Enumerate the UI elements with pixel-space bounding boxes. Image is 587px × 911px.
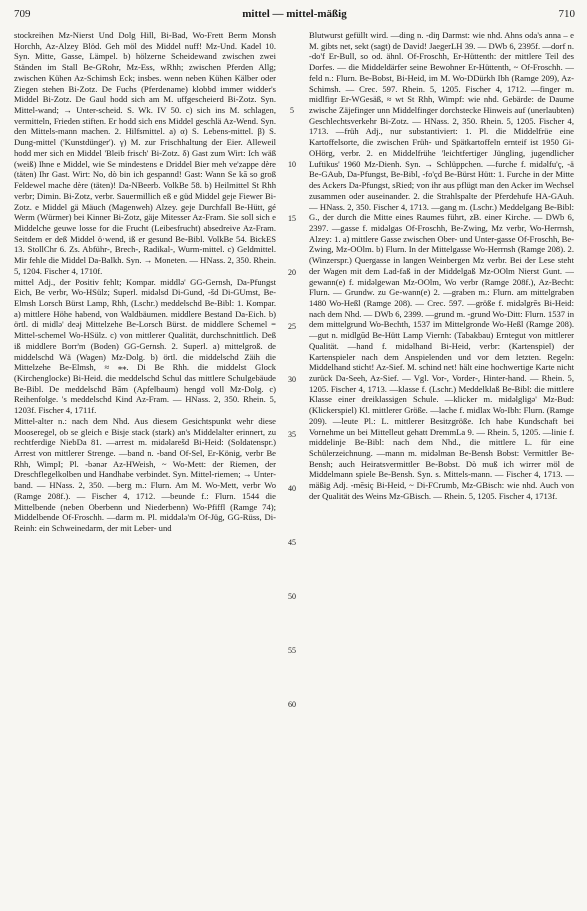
page-header (14, 8, 575, 22)
left-column (14, 30, 276, 906)
line-number: 5 (290, 106, 294, 115)
page-number-left: 709 (14, 8, 31, 20)
right-column (309, 30, 574, 906)
entry-paragraph: Blutwurst gefüllt wird. —ding n. -diŋ Darmst: wie nhd. Ahns oda's anna – e M. gibts net, sekt (sagt) de David! JaegerLH 39. — DWb 6, 2395f. —dorf n. -do'f Er-Bull, so od. ähnl. Of-Froschh, Er-Hüttenth: der mittlere Teil des Dorfes. — die Middeldärfer seine Bewohner Er-Hüttenth, ~ Of-Froschh. —feld n.: Flurn. Be-Bobst, Bi-Heid, im M. Wo-DDürkh Ibh (Ramge 209), Az-Schimsh. — Crec. 597. Rhein. 5, 1205. Fischer 4, 1712. —finger m. midlfiŋr Er-WGesäß, ≈ wt St Rhh, Wimpf: wie nhd. Gebärde: de Daume zwische Zäjefinger unn Middelfinger dorchstecke Hinweis auf (unerlaubten) Geschlechtsverkehr Bi-Zotz. — HNass. 2, 350. Rhein. 5, 1205. Fischer 4, 1713. —früh Adj., nur substantiviert: 1. Pl. die Middelfrüe eine Kartoffelsorte, die zwischen Früh- und Spätkartoffeln ernteif ist 1950 Gi-OHörg, verbr. 2. en Middelfrühe 'leichtfertiger Jüngling, jugendlicher Luftikus' 1960 Mz-Dienh. Syn. → Schlüppchen. —furche f. midəlfu'ç, -ä Be-GAub, Da-Pfungst, Be-Bibl, -fo'çd Be-Bürst Hütt: 1. Furche in der Mitte des Ackers Da-Pfungst, sRied; von ihr aus pflügt man den Acker im Wechsel zusammen oder auseinander. 2. die Strahlspalte der Pferdehufe HA-GAuh. — HNass. 2, 350. Fischer 4, 1713. —gang m. (Lschr.) Meddelgang Be-Bibl: G., der durch die Mitte eines Raumes führt, zB. einer Kirche. — DWb 6, 2397. —gasse f. midəlgas Of-Froschh, Be-Zwing, Mz verbr, Wo-Herrnsh, Alzey: 1. a) mittlere Gasse zwischen Ober- und Unter-gasse Of-Froschh, Be-Zwing, Mz-OOlm. b) Flurn. In der Mittelgasse Wo-Herrnsh (Ramge 208). 2. (Winzerspr.) Quergasse in langen Weinbergen Mz verbr. Bei der Lese steht der Wagen mit dem Lad-faß in der Middelgaß Mz-OOlm Nierst Gunt. —gewann(e) f. midəlgewan Mz-OOlm, Wo verbr (Ramge 208f.), Az-Becht: Flurn. — Grundw. zu Ge-wann(e) 2. —graben m.: Flurn. am mittelgraben 1480 Wo-Heßl (Ramge 208). — Crec. 597. —größe f. midəlgrēs Bi-Heid: nach dem Nhd. — DWb 6, 2399. —grund m. -grund Wo-Ditt: Flurn. 1537 in dem mittelgrund Wo-Bechth, 1537 im Mittelgronde Wo-Heßl (Ramge 208). —gut n. midlgūd Be-Hütt Lamp Viernh: (Tabakbau) Erntegut von mittlerer Qualität. —hand f. midəlhand Bi-Heid, verbr: (Kartenspiel) der Kartenspieler nach dem Anspielenden und vor dem letzten. Regeln: Middelhand sticht! Az-Sief. M. schind net! hält eine hochwertige Karte nicht zurück Da-Seeh, Az-Sief. — Vgl. Vor-, Vorder-, Hinter-hand. — Rhein. 5, 1205. Fischer 4, 1713. —klasse f. (Lschr.) Meddelklaß Be-Bibl: die mittlere Klasse einer dreiklassigen Schule. —klicker m. midəlgligə' Mz-Bud: (Klickerspiel) Kl. mittlerer Größe. —lache f. midlax Wo-Ibh: Flurn. (Ramge 209). —leute Pl.: L. mittlerer Besitzgröße. Ich habe Kundschaft bei Vornehme un bei Mittelleut gehatt DremmLa 9. — Rhein. 5, 1205. —linie f. middelinje Be-Bibl: nach dem Nhd., die mittlere L. für eine Schülerzeichnung. —mann m. midəlman Be-Bensh Bobst: Vermittler Be-Bensh; auch Heiratsvermittler Be-Bobst. Dò muß ich wirrer möl de Middelmann spiele Be-Bensh. Syn. s. Mittels-mann. — Fischer 4, 1713. —mäßig Adj. -mēsiç Bi-Heid, ~ Di-FCrumb, Mz-GBisch: wie nhd. Auch von der Qualität des Weins Mz-GBisch. — Rhein. 5, 1205. Fischer 4, 1713f. (309, 30, 574, 501)
running-headword: mittel — mittel-mäßig (242, 8, 347, 20)
line-number: 50 (288, 592, 296, 601)
line-number: 25 (288, 322, 296, 331)
line-number: 20 (288, 268, 296, 277)
line-number: 30 (288, 375, 296, 384)
line-number: 60 (288, 700, 296, 709)
line-number: 35 (288, 430, 296, 439)
entry-paragraph: stockreihen Mz-Nierst Und Dolg Hill, Bi-Bad, Wo-Frett Berm Monsh Horchh, Az-Alzey Blöd. Geh möl des Middel nuff! Mz-Und. Kadel 10. Syn. Mitte, Gasse, Lämpel. b) hölzerne Scheidewand zwischen zwei Ständen im Stall Be-GRohr, Mz-Ess, wRhh; zwischen Pferden Allg; zwischen Kühen Az-Schimsh Eck; insbes. wenn neben Kühen Kälber oder Ziegen stehen Bi-Zotz. De Fuchs (Pferdename) klobbd immer widder's Middel Bi-Zotz. De Gaul hodd sich am M. uffgescheierd Bi-Zotz. Syn. Mittel-wand; → Unter-scheid. S. Wk. IV 50. c) sich ins M. schlagen, vermitteln, Frieden stiften. Er hodd sich ens Middel geschlä Az-Wend. Syn. den Mittels-mann machen. 2. Hilfsmittel. a) α) S. Lebens-mittel. β) S. Dung-mittel ('Kunstdünger'). γ) M. zur Frischhaltung der Eier. Alleweil hodd mer sich en Middel 'Bleib frisch' Bi-Zotz. δ) Gast zum Wirt: Ich wäß (weiß) Ihne e Middel, wie Se mindestens e Driddel Bier meh ve'zappe dère (täten) Ihr Gast. Wirt: No, dò bin ich gespannd! Gast: Wann Se kā so groß Feldewel mache dère (täten)! Da-NBeerb. VolkBe 58. b) Heilmittel St Rhh verbr; Dimin. Bi-Zotz, verbr. Sauermillich eß e güd Middel geje Fiewer Bi-Zotz. e Middel gä Mäuch (Magenweh) Alzey. geje Durchfall Be-Hütt, gé Werm (Würmer) bei Kinner Bi-Zotz, gäje Mitesser Az-Fram. Sie soll sich e Middelche geuwe losse for die Frucht (Leibesfrucht) absedreive Az-Fram. Seitdem er deß Middel ö·wend, iß er gesund Be-Bibl. VolkBe 54. BickES 13. StollChr 6. Zs. Abführ-, Brech-, Radikal-, Wurm-mittel. c) Geldmittel. Mir fehle die Middel Da-Balkh. Syn. → Moneten. — HNass. 2, 350. Rhein. 5, 1204. Fischer 4, 1710f. (14, 30, 276, 276)
page-number-right: 710 (558, 8, 575, 20)
line-number: 55 (288, 646, 296, 655)
line-number: 45 (288, 538, 296, 547)
line-number: 15 (288, 214, 296, 223)
entry-paragraph: Mittel-alter n.: nach dem Nhd. Aus diesem Gesichtspunkt wehr diese Mooseregel, ob se gleich e Bisje stack (stark) an's Middelalter erinnert, zu rechtferdige NiebDa 81. —arrest m. midəlarešd Bi-Heid: (Soldatenspr.) Arrest von mittlerer Strenge. —band n. -band Of-Sel, Er-König, verbr Be Rhh, WimpI; Pl. -bənər Az-HWeish, ~ Wo-Mett: der Riemen, der Dreschflegelkolben und Handhabe verbindet. Syn. Mittel-riemen; → Unter-band. — HNass. 2, 350. —berg m.: Flurn. Am M. Wo-Mett, verbr Wo (Ramge 208f.). — Fischer 4, 1712. —beunde f.: Flurn. 1544 die Mittelbende (neben Oberbenn und Niederbenn) Wo-Pfiffl (Ramge 74); Middelbende Of-Froschh. —darm m. Pl. middələ'm Of-Jüg, GG-Rüss, Di-Reinh: ein Schweinedarm, der mit Leber- und (14, 415, 276, 534)
line-number: 40 (288, 484, 296, 493)
entry-paragraph: mittel Adj., der Positiv fehlt; Kompar. middlə' GG-Gernsh, Da-Pfungst Eich, Be verbr, Wo-HSülz; Superl. midəlsd Di-Gund, -šd Di-GUmst, Be-Elmsh Lorsch Bürst Lamp, Rhh, (Lschr.) meddelschd Be-Bibl: 1. Kompar. a) mittlere Höhe habend, von Waldbäumen. middlere Bestand Da-Eich. b) örtl. di midlə' deəj Mittelzehe Be-Lorsch Bürst. de middlere Schemel = Mittel-schemel Wo-HSülz. c) von mittlerer Qualität, durchschnittlich. Deß iß middlere Borr'm (Boden) GG-Gernsh. 2. Superl. a) mittelgroß. de middelschd Wä (Wagen) Mz-Dolg. b) örtl. die middelschd Zäih die Mittelzehe Be-Elmsh, ≈ ⁎⁎. Di Be Rhh. die middelst Glock (Kirchenglocke) Bi-Heid. die meddelschd Schul das mittlere Schulgebäude Be-Bibl. De meddelschd Bām (Apfelbaum) hengd voll Mz-Dolg. c) Reihenfolge. 's meddelschd Kind Az-Fram. — HNass. 2, 350. Rhein. 5, 1203f. Fischer 4, 1711f. (14, 276, 276, 416)
line-number-gutter (281, 30, 303, 900)
line-number: 10 (288, 160, 296, 169)
